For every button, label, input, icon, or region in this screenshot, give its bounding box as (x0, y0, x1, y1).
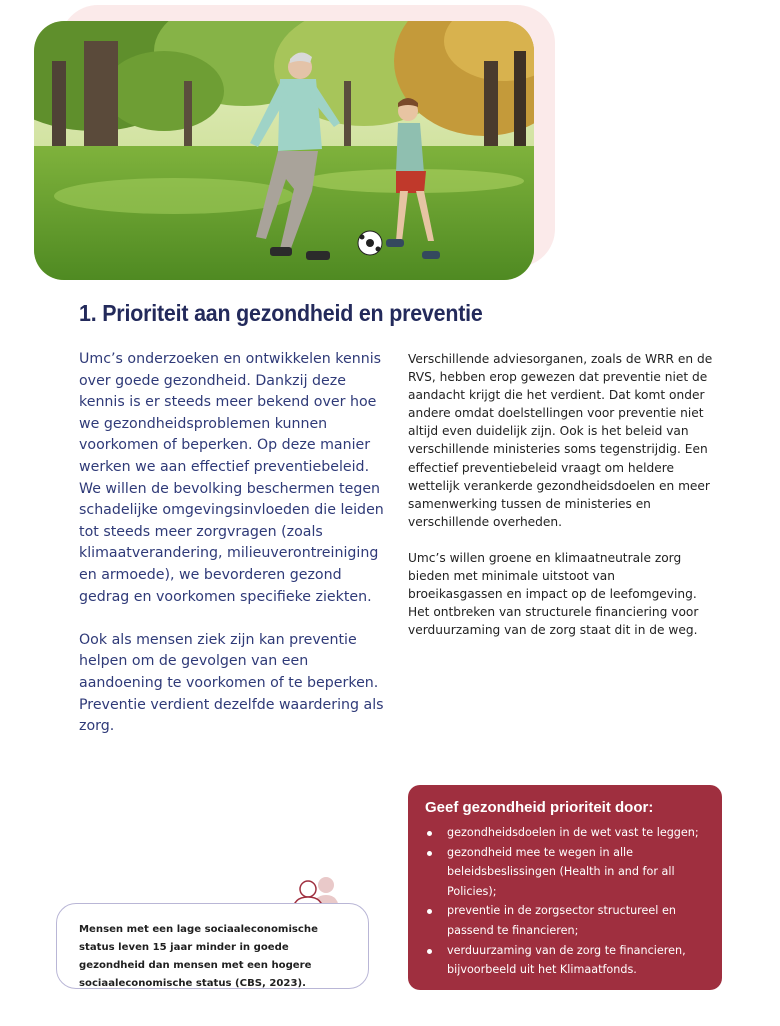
recommendation-item: gezondheid mee te wegen in alle beleidsbeslissingen (Health in and for all Policies); (425, 843, 708, 902)
page-title: 1. Prioriteit aan gezondheid en preventie (79, 300, 483, 326)
recommendations-list (425, 823, 708, 980)
recommendation-item: verduurzaming van de zorg te financieren, bijvoorbeeld uit het Klimaatfonds. (425, 941, 708, 980)
left-paragraph: Ook als mensen ziek zijn kan preventie helpen om de gevolgen van een aandoening te voorkomen of te beperken. Preventie verdient dezelfde waardering als zorg. (79, 631, 384, 735)
left-column (79, 349, 389, 738)
left-paragraph: Umc’s onderzoeken en ontwikkelen kennis over goede gezondheid. Dankzij deze kennis is er steeds meer bekend over hoe we gezondheidsproblemen kunnen voorkomen of beperken. Op deze manier werken we aan effectief preventiebeleid. We willen de bevolking beschermen tegen schadelijke omgevingsinvloeden die leiden tot steeds meer zorgvragen (zoals klimaatverandering, milieuverontreiniging en armoede), we bevorderen gezond gedrag en voorkomen specifieke ziekten. (79, 351, 384, 605)
header-photo-area (0, 0, 780, 300)
recommendations-box (408, 785, 722, 990)
statistic-callout (56, 903, 369, 989)
right-paragraph: Verschillende adviesorganen, zoals de WRR en de RVS, hebben erop gewezen dat preventie niet de aandacht krijgt die het verdient. Dat komt onder andere omdat doelstellingen voor preventie niet altijd even duidelijk zijn. Ook is het beleid van verschillende ministeries soms tegenstrijdig. Een effectief preventiebeleid vraagt om heldere wettelijk verankerde gezondheidsdoelen en meer samenwerking tussen de ministeries en verschillende overheden. (408, 352, 713, 529)
recommendations-title: Geef gezondheid prioriteit door: (425, 799, 654, 816)
right-paragraph: Umc’s willen groene en klimaatneutrale zorg bieden met minimale uitstoot van broeikasgassen en impact op de leefomgeving. Het ontbreken van structurele financiering voor verduurzaming van de zorg staat dit in de weg. (408, 551, 699, 638)
statistic-text: Mensen met een lage sociaaleconomische status leven 15 jaar minder in goede gezondheid dan mensen met een hogere sociaaleconomische status (CBS, 2023). (79, 924, 318, 989)
recommendation-item: gezondheidsdoelen in de wet vast te leggen; (425, 823, 708, 843)
recommendation-item: preventie in de zorgsector structureel en passend te financieren; (425, 901, 708, 940)
right-column (408, 350, 713, 640)
park-football-photo (34, 21, 534, 280)
